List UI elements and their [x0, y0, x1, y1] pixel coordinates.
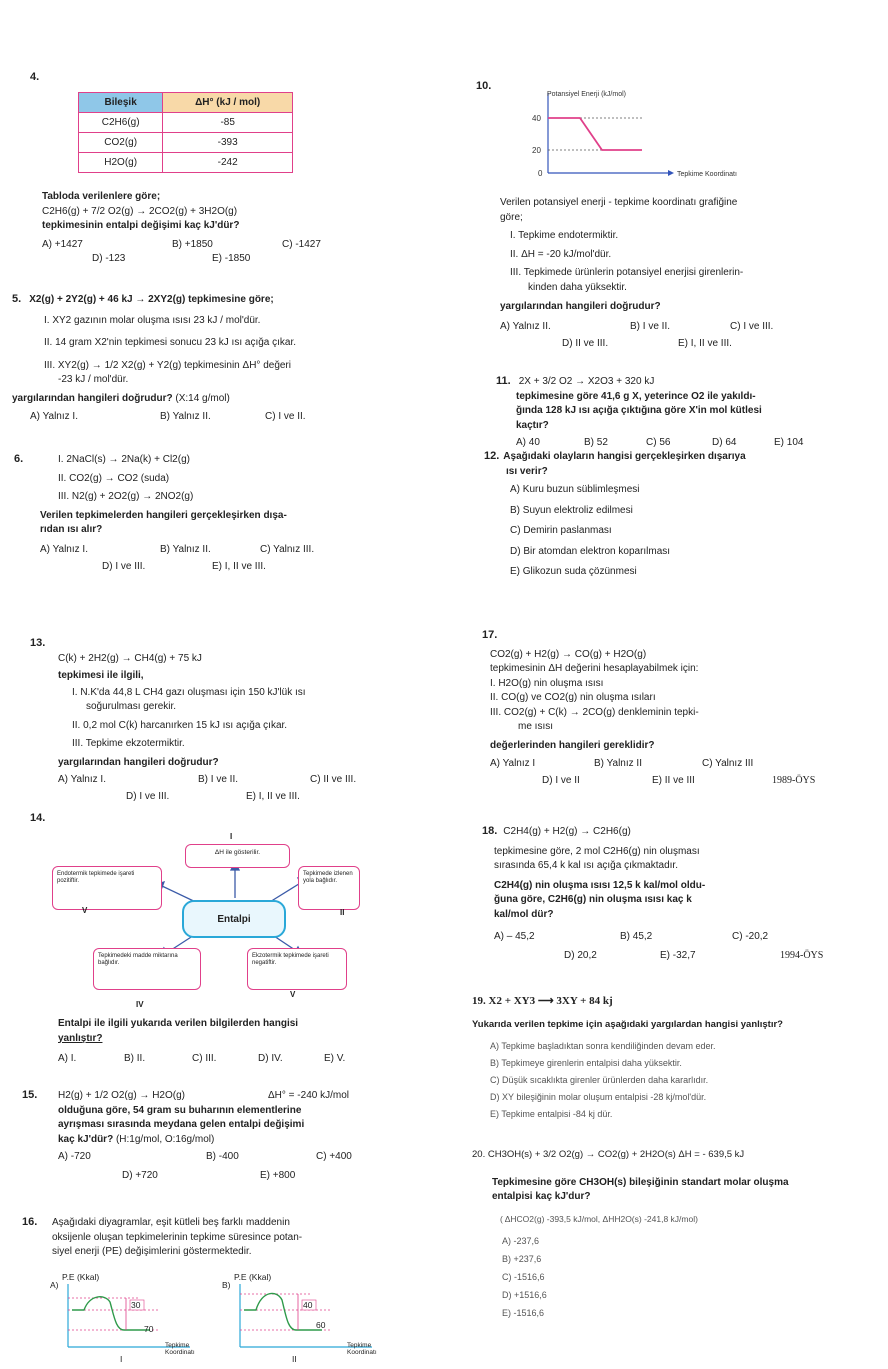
statement: II. CO(g) ve CO2(g) nin oluşma ısıları: [490, 692, 656, 704]
stem: ğuna göre, C2H6(g) nin oluşma ısısı kaç k: [494, 894, 692, 906]
reaction: C(k) + 2H2(g) → CH4(g) + 75 kJ: [58, 652, 202, 664]
choice[interactable]: D) XY bileşiğinin molar oluşum entalpisi -28 kj/mol'dür.: [490, 1091, 707, 1102]
statement: soğurulması gerekir.: [86, 701, 177, 713]
x-axis-label: Tepkime Koordinatı: [347, 1342, 377, 1357]
reaction: C2H4(g) + H2(g) → C2H6(g): [503, 826, 631, 837]
question-12: [484, 449, 874, 580]
note: (H:1g/mol, O:16g/mol): [115, 1133, 215, 1145]
stem: tepkimesinin entalpi değişimi kaç kJ'dür?: [42, 220, 240, 231]
choice[interactable]: A) Yalnız I.: [58, 774, 106, 786]
choice[interactable]: D) -123: [92, 253, 126, 264]
stem: Tepkimesine göre CH3OH(s) bileşiğinin standart molar oluşma: [492, 1176, 789, 1188]
choice[interactable]: B) I ve II.: [630, 320, 671, 332]
choice[interactable]: C) -1427: [282, 238, 321, 250]
question-number: 16.: [22, 1216, 38, 1228]
table-row: [79, 113, 293, 133]
question-11: [496, 374, 876, 451]
enthalpy-value: ΔH° = -240 kJ/mol: [268, 1090, 349, 1101]
table-header: ΔH° (kJ / mol): [163, 93, 293, 113]
stem: tepkimesine göre, 2 mol C2H6(g) nin oluşması: [494, 845, 700, 857]
question-14: [58, 1017, 438, 1067]
stem: olduğuna göre, 54 gram su buharının elementlerine: [58, 1104, 302, 1116]
graph-letter: A): [50, 1280, 59, 1290]
choice[interactable]: E) I, II ve III.: [246, 790, 300, 802]
stem: ğında 128 kJ ısı açığa çıktığına göre X'in mol kütlesi: [516, 405, 762, 417]
mindmap-box-3: [247, 948, 347, 990]
question-15: [22, 1088, 442, 1183]
choice[interactable]: B) I ve II.: [198, 774, 239, 786]
stem: Entalpi ile ilgili yukarıda verilen bilgilerden hangisi: [58, 1018, 299, 1029]
question-5: [12, 292, 442, 425]
stem: siyel enerji (PE) değişimlerini göstermektedir.: [52, 1246, 252, 1258]
question-prompt: yargılarından hangileri doğrudur?: [58, 756, 219, 768]
stem: kal/mol dür?: [494, 908, 554, 920]
stem: kaç kJ'dür?: [58, 1133, 114, 1145]
choice[interactable]: E) I, II ve III.: [212, 561, 266, 573]
question-number: 18.: [482, 825, 498, 837]
choice[interactable]: B) 45,2: [620, 931, 653, 943]
stem: oksijenle oluşan tepkimelerinin tepkime süresince potan-: [52, 1231, 303, 1243]
reaction: 2X + 3/2 O2 → X2O3 + 320 kJ: [518, 376, 655, 387]
statement: II. CO2(g) → CO2 (suda): [58, 472, 170, 484]
pe-graph-b: [222, 1272, 402, 1367]
choice[interactable]: B) 52: [584, 437, 608, 449]
reaction: H2(g) + 1/2 O2(g) → H2O(g): [58, 1090, 185, 1101]
roman-label: IV: [136, 1000, 144, 1009]
question-10: [500, 196, 870, 352]
choice[interactable]: C) 56: [646, 437, 671, 449]
mindmap-box-1: [185, 844, 290, 868]
question-number: 6.: [14, 453, 24, 465]
choice[interactable]: D) 64: [712, 437, 737, 449]
enthalpy-table: [78, 92, 293, 173]
choice[interactable]: E) -1850: [212, 253, 251, 264]
choice[interactable]: C) Demirin paslanması: [510, 525, 612, 537]
reaction: 20. CH3OH(s) + 3/2 O2(g) → CO2(g) + 2H2O(s) ΔH = - 639,5 kJ: [472, 1149, 745, 1160]
choice[interactable]: E) +800: [260, 1169, 296, 1181]
question-18: [482, 824, 872, 963]
choice[interactable]: A) Tepkime başladıktan sonra kendiliğinden devam eder.: [490, 1040, 716, 1051]
choice[interactable]: A) Kuru buzun süblimleşmesi: [510, 484, 640, 496]
statement: III. CO2(g) + C(k) → 2CO(g) denkleminin tepki-: [490, 706, 699, 718]
energy-value: 40: [303, 1300, 313, 1310]
energy-value: 60: [316, 1320, 326, 1330]
stem: Verilen tepkimelerden hangileri gerçekleşirken dışa-: [40, 509, 287, 521]
box-text: Tepkimedeki madde miktarına bağlıdır.: [98, 953, 178, 967]
choice[interactable]: C) -1516,6: [502, 1272, 545, 1283]
x-axis-label: Tepkime Koordinatı: [677, 171, 737, 178]
choice[interactable]: C) Yalnız III.: [260, 543, 315, 555]
statement: -23 kJ / mol'dür.: [58, 374, 129, 386]
choice[interactable]: E) Glikozun suda çözünmesi: [510, 566, 637, 578]
stem: C2H4(g) nin oluşma ısısı 12,5 k kal/mol oldu-: [494, 879, 706, 891]
choice[interactable]: D) IV.: [258, 1053, 283, 1064]
choice[interactable]: E) I, II ve III.: [678, 338, 732, 349]
roman-label: V: [290, 990, 296, 999]
roman-label: I: [230, 832, 233, 841]
stem: ısı verir?: [506, 465, 548, 477]
question-number: 15.: [22, 1089, 38, 1101]
statement: III. N2(g) + 2O2(g) → 2NO2(g): [58, 491, 194, 503]
choice[interactable]: A) Yalnız I.: [40, 543, 88, 555]
choice[interactable]: B) Yalnız II.: [160, 543, 211, 555]
choice[interactable]: D) II ve III.: [562, 338, 609, 349]
mindmap-center: [182, 900, 286, 938]
stem: Aşağıdaki olayların hangisi gerçekleşirken dışarıya: [503, 451, 746, 462]
y-axis-label: P.E (Kkal): [234, 1272, 272, 1282]
stem: kaçtır?: [516, 419, 549, 431]
stem: X2(g) + 2Y2(g) + 46 kJ → 2XY2(g) tepkimesine göre;: [29, 294, 274, 305]
mindmap-box-2: [298, 866, 360, 910]
choice[interactable]: E) -1516,6: [502, 1308, 545, 1319]
table-cell: H2O(g): [79, 153, 163, 173]
choice[interactable]: A) +1427: [42, 238, 83, 250]
note: ( ΔHCO2(g) -393,5 kJ/mol, ΔHH2O(s) -241,8 kJ/mol): [500, 1213, 698, 1224]
question-4-body: [42, 190, 442, 267]
question-prompt: değerlerinden hangileri gereklidir?: [490, 739, 655, 751]
choice[interactable]: E) -32,7: [660, 949, 696, 961]
question-6: [14, 452, 444, 575]
question-20: [472, 1148, 872, 1320]
choice[interactable]: B) Tepkimeye girenlerin entalpisi daha yüksektir.: [490, 1057, 682, 1068]
mindmap-box-4: [93, 948, 201, 990]
question-4: [30, 70, 430, 86]
question-prompt: yargılarından hangileri doğrudur?: [12, 392, 173, 404]
choice[interactable]: A) Yalnız I: [490, 758, 536, 770]
table-cell: C2H6(g): [79, 113, 163, 133]
table-cell: -242: [163, 153, 293, 173]
statement: III. Tepkimede ürünlerin potansiyel enerjisi girenlerin-: [510, 267, 744, 278]
choice[interactable]: C) Düşük sıcaklıkta girenler ürünlerden daha kararlıdır.: [490, 1074, 709, 1085]
graph-letter: B): [222, 1280, 231, 1290]
center-text: Entalpi: [217, 913, 251, 925]
choice[interactable]: B) +237,6: [502, 1254, 542, 1265]
box-text: Tepkimede izlenen yola bağlıdır.: [303, 871, 353, 885]
choice[interactable]: D) I ve III.: [102, 561, 146, 573]
y-axis-label: Potansiyel Enerji (kJ/mol): [547, 91, 626, 98]
stem: Tabloda verilenlere göre;: [42, 191, 161, 202]
box-text: ΔH ile gösterilir.: [214, 849, 261, 856]
stem: Verilen potansiyel enerji - tepkime koordinatı grafiğine: [500, 197, 738, 208]
roman-label: II: [340, 908, 345, 917]
y-tick: 0: [538, 169, 543, 178]
statement: I. N.K'da 44,8 L CH4 gazı oluşması için 150 kJ'lük ısı: [72, 686, 306, 698]
energy-value: 70: [144, 1324, 154, 1334]
choice[interactable]: A) -720: [58, 1151, 91, 1163]
choice[interactable]: B) II.: [124, 1053, 146, 1064]
choice[interactable]: B) Yalnız II.: [160, 411, 211, 423]
question-number: 14.: [30, 812, 46, 824]
statement: II. 0,2 mol C(k) harcanırken 15 kJ ısı açığa çıkar.: [72, 719, 288, 731]
question-16: [22, 1215, 442, 1260]
statement: I. Tepkime endotermiktir.: [510, 230, 619, 241]
reaction: CO2(g) + H2(g) → CO(g) + H2O(g): [490, 648, 647, 660]
stem: entalpisi kaç kJ'dur?: [492, 1191, 591, 1203]
choice[interactable]: C) -20,2: [732, 931, 769, 943]
choice[interactable]: A) I.: [58, 1053, 77, 1064]
choice[interactable]: D) I ve II: [542, 774, 580, 786]
enthalpy-mindmap: [40, 830, 440, 1020]
stem: ayrışması sırasında meydana gelen entalpi değişimi: [58, 1119, 305, 1131]
choice[interactable]: C) I ve III.: [730, 320, 774, 332]
roman-label: II: [292, 1354, 297, 1364]
stem: Yukarıda verilen tepkime için aşağıdaki yargılardan hangisi yanlıştır?: [472, 1018, 783, 1030]
statement: I. H2O(g) nin oluşma ısısı: [490, 677, 604, 689]
box-text: Endotermik tepkimede işareti pozitiftir.: [57, 871, 135, 885]
choice[interactable]: E) 104: [774, 437, 804, 449]
statement: III. XY2(g) → 1/2 X2(g) + Y2(g) tepkimesinin ΔH° değeri: [44, 359, 291, 371]
question-number: 5.: [12, 293, 22, 305]
question-19: [472, 994, 872, 1121]
stem: yanlıştır?: [58, 1032, 103, 1044]
choice[interactable]: B) -400: [206, 1151, 239, 1163]
box-text: Ekzotermik tepkimede işareti negatiftir.: [252, 953, 329, 967]
statement: II. ΔH = -20 kJ/mol'dür.: [510, 248, 612, 260]
question-number: 12.: [484, 450, 500, 462]
table-cell: -393: [163, 133, 293, 153]
source: 1989-ÖYS: [772, 774, 816, 786]
stem: göre;: [500, 211, 523, 223]
choice[interactable]: C) I ve II.: [265, 411, 306, 423]
table-row: [79, 133, 293, 153]
choice[interactable]: A) Yalnız II.: [500, 320, 551, 332]
question-number: 4.: [30, 71, 40, 83]
choice[interactable]: C) II ve III.: [310, 774, 357, 786]
choice[interactable]: A) Yalnız I.: [30, 411, 78, 423]
question-number: 13.: [30, 637, 46, 649]
choice[interactable]: C) III.: [192, 1053, 217, 1064]
choice[interactable]: A) -237,6: [502, 1236, 540, 1247]
reaction: 19. X2 + XY3 ⟶ 3XY + 84 kj: [472, 995, 613, 1007]
question-number: 10.: [476, 80, 492, 92]
question-17: [482, 628, 872, 788]
y-tick: 40: [532, 114, 541, 123]
x-axis-label: Tepkime Koordinatı: [165, 1342, 195, 1357]
table-cell: -85: [163, 113, 293, 133]
note: (X:14 g/mol): [175, 392, 230, 404]
choice[interactable]: A) – 45,2: [494, 931, 535, 943]
choice[interactable]: E) Tepkime entalpisi -84 kj dür.: [490, 1108, 613, 1119]
statement: I. XY2 gazının molar oluşma ısısı 23 kJ / mol'dür.: [44, 314, 261, 326]
source: 1994-ÖYS: [780, 949, 824, 961]
choice[interactable]: C) +400: [316, 1151, 352, 1163]
stem: tepkimesinin ΔH değerini hesaplayabilmek için:: [490, 663, 699, 675]
table-cell: CO2(g): [79, 133, 163, 153]
stem: tepkimesi ile ilgili,: [58, 670, 144, 682]
statement: III. Tepkime ekzotermiktir.: [72, 738, 185, 750]
choice[interactable]: C) Yalnız III: [702, 758, 754, 770]
statement: I. 2NaCl(s) → 2Na(k) + Cl2(g): [58, 454, 190, 465]
energy-curve: [548, 118, 642, 150]
table-row: [79, 153, 293, 173]
choice[interactable]: D) 20,2: [564, 949, 597, 961]
question-prompt: yargılarından hangileri doğrudur?: [500, 301, 661, 312]
choice[interactable]: D) +720: [122, 1169, 158, 1181]
question-number: 17.: [482, 629, 498, 641]
stem: tepkimesine göre 41,6 g X, yeterince O2 ile yakıldı-: [516, 390, 756, 402]
question-number: 11.: [496, 375, 511, 387]
choice[interactable]: B) Suyun elektroliz edilmesi: [510, 504, 633, 516]
y-axis-label: P.E (Kkal): [62, 1272, 100, 1282]
statement: kinden daha yüksektir.: [528, 281, 627, 293]
statement: me ısısı: [518, 721, 554, 733]
choice[interactable]: E) V.: [324, 1053, 346, 1064]
table-header: Bileşik: [79, 93, 163, 113]
reaction: C2H6(g) + 7/2 O2(g) → 2CO2(g) + 3H2O(g): [42, 205, 238, 217]
choice[interactable]: D) I ve III.: [126, 790, 170, 802]
choice[interactable]: E) II ve III: [652, 774, 695, 786]
roman-label: I: [120, 1354, 123, 1364]
energy-graph: [520, 85, 790, 185]
statement: II. 14 gram X2'nin tepkimesi sonucu 23 kJ ısı açığa çıkar.: [44, 337, 297, 349]
question-13: [30, 636, 450, 804]
choice[interactable]: D) Bir atomdan elektron koparılması: [510, 545, 671, 557]
choice[interactable]: B) Yalnız II: [594, 758, 642, 770]
mindmap-box-5: [52, 866, 162, 910]
pe-graph-a: [50, 1272, 220, 1367]
choice[interactable]: D) +1516,6: [502, 1290, 547, 1301]
stem: Aşağıdaki diyagramlar, eşit kütleli beş farklı maddenin: [52, 1217, 290, 1228]
choice[interactable]: B) +1850: [172, 238, 213, 250]
energy-value: 30: [131, 1300, 141, 1310]
stem: sırasında 65,4 k kal ısı açığa çıkmaktadır.: [494, 860, 678, 872]
stem: rıdan ısı alır?: [40, 524, 103, 536]
y-tick: 20: [532, 146, 541, 155]
x-axis-arrow-icon: [668, 170, 674, 176]
choice[interactable]: A) 40: [516, 437, 540, 449]
roman-label: V: [82, 906, 88, 915]
